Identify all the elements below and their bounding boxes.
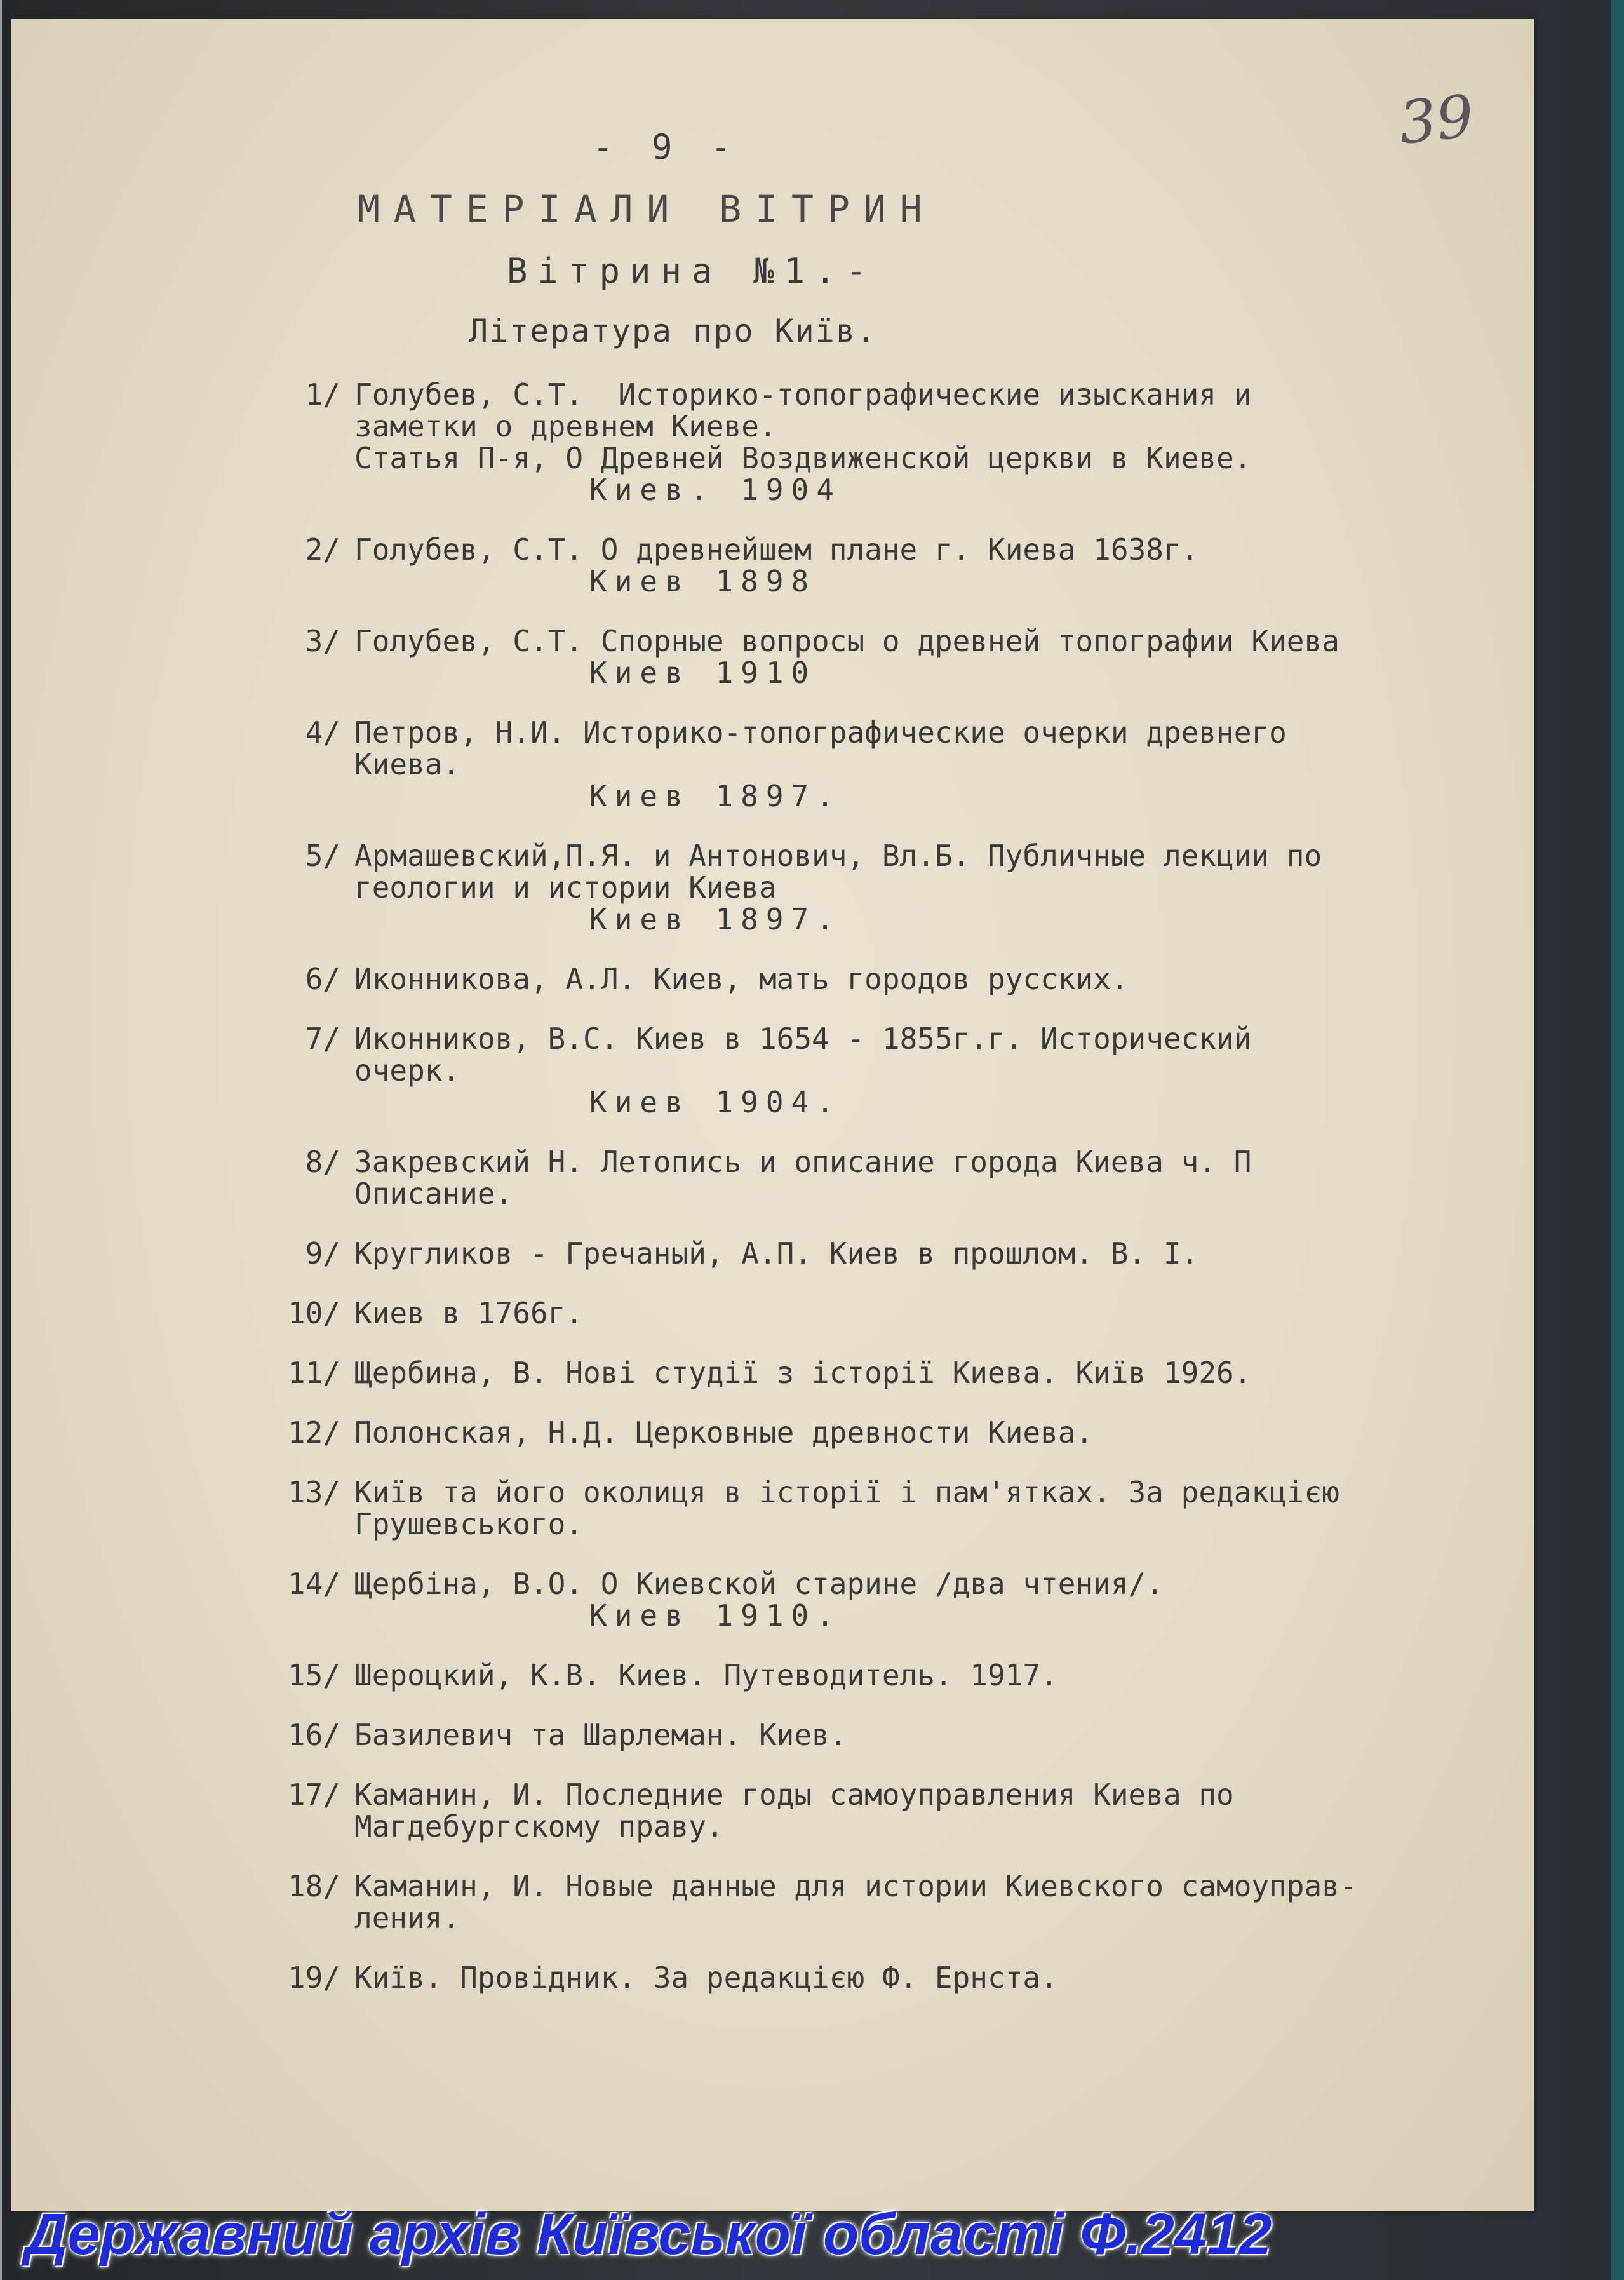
archive-caption: Державний архів Київської області Ф.2412 [25,2202,1272,2267]
bibliography-entry [259,1659,1542,1691]
entry-continuation: Киев. 1904 [589,473,842,507]
entry-number: 14/ [287,1567,340,1601]
vitrina-title: Вітрина №1.- [507,251,877,291]
entry-continuation: Киев 1910 [589,656,817,690]
entry-text: Щербина, В. Нові студії з історії Киева. Київ 1926. [354,1356,1252,1390]
entry-text: Голубев, С.Т. О древнейшем плане г. Киева 1638г. [354,532,1199,567]
entry-number: 16/ [287,1718,340,1752]
entry-continuation: Киев 1897. [589,902,842,936]
entry-text: Голубев, С.Т. Спорные вопросы о древней топографии Киева [354,624,1339,658]
entry-text: Киев в 1766г. [354,1296,584,1330]
entry-number: 3/ [305,624,340,658]
bibliography-entry [259,717,1542,812]
entry-text: Петров, Н.И. Историко-топографические очерки древнего [354,715,1287,750]
entry-continuation: геологии и истории Киева [354,870,777,905]
left-edge-bar [0,0,2,2280]
entry-number: 10/ [287,1296,340,1330]
entry-text: Полонская, Н.Д. Церковные древности Киева. [354,1415,1094,1450]
entry-number: 9/ [305,1236,340,1271]
entry-number: 1/ [305,377,340,412]
page-number: - 9 - [593,127,741,167]
entry-number: 19/ [287,1960,340,1995]
entry-number: 15/ [287,1658,340,1692]
bibliography-entry [259,1870,1542,1934]
entry-text: Щербіна, В.О. О Киевской старине /два чтения/. [354,1567,1164,1601]
entry-number: 12/ [287,1415,340,1450]
bibliography-entry [259,840,1542,935]
entry-text: Шероцкий, К.В. Киев. Путеводитель. 1917. [354,1658,1058,1692]
entry-number: 6/ [305,962,340,996]
bibliography-entry [259,625,1542,689]
entry-text: Київ та його околиця в історії і пам'ятках. За редакцією [354,1475,1339,1509]
entry-continuation: ления. [354,1901,460,1935]
entry-text: Каманин, И. Новые данные для истории Киевского самоуправ- [354,1869,1357,1903]
entry-continuation: Статья П-я, О Древней Воздвиженской церкви в Киеве. [354,441,1252,475]
bibliography-list [259,379,1542,2021]
entry-continuation: Киев 1897. [589,779,842,813]
entry-number: 17/ [287,1777,340,1812]
entry-continuation: заметки о древнем Киеве. [354,409,777,443]
entry-continuation: Описание. [354,1177,513,1211]
bibliography-entry [259,1357,1542,1389]
entry-continuation: Грушевського. [354,1507,584,1541]
entry-continuation: Киева. [354,747,460,781]
folio-number: 39 [1395,82,1477,158]
bibliography-entry [259,1962,1542,1993]
bibliography-entry [259,963,1542,995]
bibliography-entry [259,1719,1542,1751]
bibliography-entry [259,1779,1542,1842]
document-page [11,19,1534,2211]
entry-continuation: Киев 1898 [589,564,817,598]
entry-text: Иконникова, А.Л. Киев, мать городов русских. [354,962,1129,996]
entry-number: 8/ [305,1145,340,1179]
bibliography-entry [259,1238,1542,1269]
bibliography-entry [259,379,1542,506]
bibliography-entry [259,1297,1542,1329]
entry-text: Закревский Н. Летопись и описание города Киева ч. П [354,1145,1252,1179]
section-subtitle: Література про Київ. [469,313,877,349]
entry-number: 2/ [305,532,340,567]
entry-text: Київ. Провідник. За редакцією Ф. Ернста. [354,1960,1058,1995]
entry-number: 7/ [305,1022,340,1056]
entry-continuation: очерк. [354,1053,460,1088]
document-heading: МАТЕРІАЛИ ВІТРИН [358,187,936,231]
bibliography-entry [259,534,1542,597]
entry-text: Армашевский,П.Я. и Антонович, Вл.Б. Публичные лекции по [354,839,1322,873]
entry-number: 13/ [287,1475,340,1509]
bibliography-entry [259,1476,1542,1540]
entry-text: Голубев, С.Т. Историко-топографические изыскания и [354,377,1252,412]
entry-number: 5/ [305,839,340,873]
entry-text: Кругликов - Гречаный, А.П. Киев в прошлом. В. I. [354,1236,1199,1271]
bibliography-entry [259,1568,1542,1631]
entry-continuation: Киев 1910. [589,1598,842,1633]
entry-number: 4/ [305,715,340,750]
bibliography-entry [259,1023,1542,1118]
entry-text: Иконников, В.С. Киев в 1654 - 1855г.г. Исторический [354,1022,1252,1056]
entry-continuation: Киев 1904. [589,1085,842,1119]
entry-text: Каманин, И. Последние годы самоуправления Киева по [354,1777,1234,1812]
right-edge-strip [1611,0,1624,2280]
entry-continuation: Магдебургскому праву. [354,1809,724,1844]
bibliography-entry [259,1146,1542,1210]
bibliography-entry [259,1417,1542,1448]
entry-number: 11/ [287,1356,340,1390]
entry-text: Базилевич та Шарлеман. Киев. [354,1718,847,1752]
entry-number: 18/ [287,1869,340,1903]
